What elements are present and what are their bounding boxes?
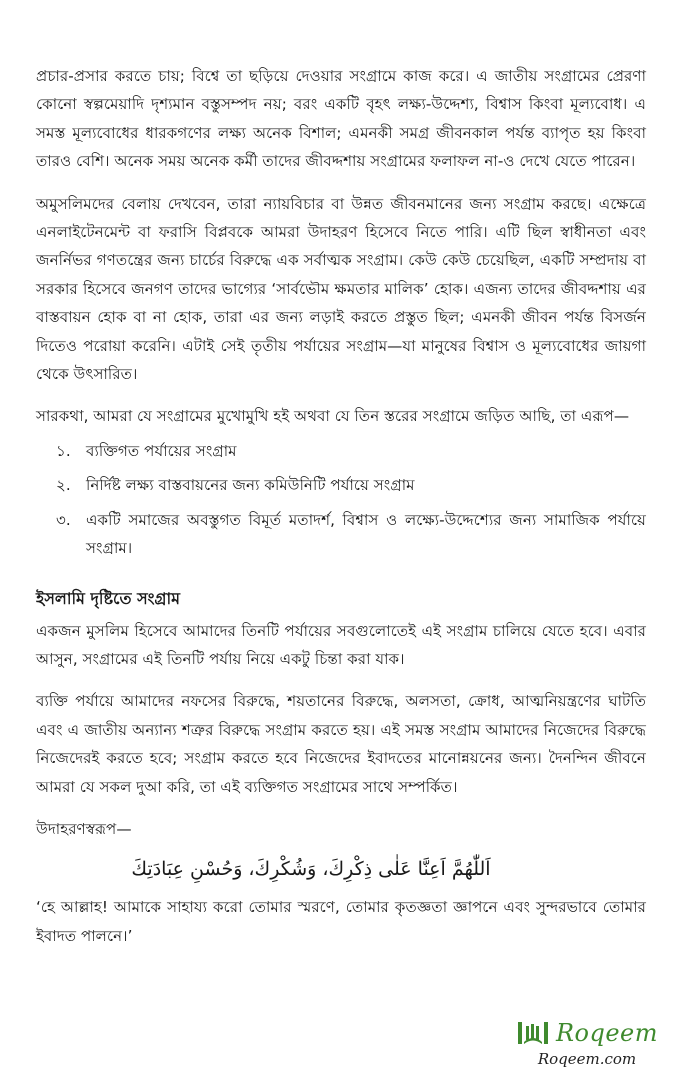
list-item [36,437,646,465]
paragraph-3: সারকথা, আমরা যে সংগ্রামের মুখোমুখি হই অথবা যে তিন স্তরের সংগ্রামে জড়িত আছি, তা এরূপ— [36,407,630,426]
book-page-body [36,62,646,950]
arabic-dua: اَللّٰهُمَّ اَعِنَّا عَلٰى ذِكْرِكَ، وَشُكْرِكَ، وَحُسْنِ عِبَادَتِكَ [131,858,491,881]
paragraph-1: প্রচার-প্রসার করতে চায়; বিশ্বে তা ছড়িয়ে দেওয়ার সংগ্রামে কাজ করে। এ জাতীয় সংগ্রামের প্রেরণা কোনো স্বল্পমেয়াদি দৃশ্যমান বস্তুসম্পদ নয়; বরং একটি বৃহৎ লক্ষ্য-উদ্দেশ্য, বিশ্বাস কিংবা মূল্যবোধ। এ সমস্ত মূল্যবোধের ধারকগণের লক্ষ্য অনেক বিশাল; এমনকী সমগ্র জীবনকাল পর্যন্ত ব্যাপৃত হয় কিংবা তারও বেশি। অনেক সময় অনেক কর্মী তাদের জীবদ্দশায় সংগ্রামের ফলাফল না-ও দেখে যেতে পারেন। [36,67,646,171]
list-text: একটি সমাজের অবস্তুগত বিমূর্ত মতাদর্শ, বিশ্বাস ও লক্ষ্যে-উদ্দেশ্যের জন্য সামাজিক পর্যায়ে সংগ্রাম। [86,510,646,558]
list-item [36,506,646,563]
example-label: উদাহরণস্বরূপ— [36,819,132,838]
list-text: ব্যক্তিগত পর্যায়ের সংগ্রাম [86,441,237,460]
paragraph-2: অমুসলিমদের বেলায় দেখবেন, তারা ন্যায়বিচার বা উন্নত জীবনমানের জন্য সংগ্রাম করছে। এক্ষেত্রে এনলাইটেনমেন্ট বা ফরাসি বিপ্লবকে আমরা উদাহরণ হিসেবে নিতে পারি। এটি ছিল স্বাধীনতা এবং জনর্নিভর গণতন্ত্রের জন্য চার্চের বিরুদ্ধে এক সর্বাত্মক সংগ্রাম। কেউ কেউ চেয়েছিল, একটি সম্প্রদায় বা সরকার হিসেবে জনগণ তাদের ভাগ্যের ‘সার্বভৌম ক্ষমতার মালিক’ হোক। এজন্য তাদের জীবদ্দশায় এর বাস্তবায়ন হোক বা না হোক, তারা এর জন্য লড়াই করতে প্রস্তুত ছিল; এমনকী জীবন পর্যন্ত বিসর্জন দিতেও পরোয়া করেনি। এটাই সেই তৃতীয় পর্যায়ের সংগ্রাম—যা মানুষের বিশ্বাস ও মূল্যবোধের জায়গা থেকে উৎসারিত। [36,194,646,384]
list-number: ৩. [56,510,71,529]
watermark-logo [507,1018,667,1048]
watermark [507,1018,667,1068]
dua-translation: ‘হে আল্লাহ! আমাকে সাহায্য করো তোমার স্মরণে, তোমার কৃতজ্ঞতা জ্ঞাপনে এবং সুন্দরভাবে তোমার ইবাদত পালনে।’ [36,898,646,945]
paragraph-5: ব্যক্তি পর্যায়ে আমাদের নফসের বিরুদ্ধে, শয়তানের বিরুদ্ধে, অলসতা, ক্রোধ, আত্মনিয়ন্ত্রণের ঘাটতি এবং এ জাতীয় অন্যান্য শত্রুর বিরুদ্ধে সংগ্রাম করতে হয়। এই সমস্ত সংগ্রাম আমাদের নিজেদের বিরুদ্ধে নিজেদেরই করতে হবে; সংগ্রাম করতে হবে নিজেদের ইবাদতের মানোন্নয়নের জন্য। দৈনন্দিন জীবনে আমরা যে সকল দুআ করি, তা এই ব্যক্তিগত সংগ্রামের সাথে সম্পর্কিত। [36,692,646,796]
list-text: নির্দিষ্ট লক্ষ্য বাস্তবায়নের জন্য কমিউনিটি পর্যায়ে সংগ্রাম [86,476,415,495]
section-heading: ইসলামি দৃষ্টিতে সংগ্রাম [36,588,181,608]
list-number: ১. [56,441,71,460]
list-number: ২. [56,476,71,495]
list-item [36,471,646,499]
book-logo-icon [516,1018,550,1048]
watermark-url: Roqeem.com [537,1050,637,1068]
watermark-brand: Roqeem [555,1019,659,1047]
struggle-levels-list [36,437,646,563]
paragraph-4: একজন মুসলিম হিসেবে আমাদের তিনটি পর্যায়ের সবগুলোতেই এই সংগ্রাম চালিয়ে যেতে হবে। এবার আসুন, সংগ্রামের এই তিনটি পর্যায় নিয়ে একটু চিন্তা করা যাক। [36,621,646,668]
